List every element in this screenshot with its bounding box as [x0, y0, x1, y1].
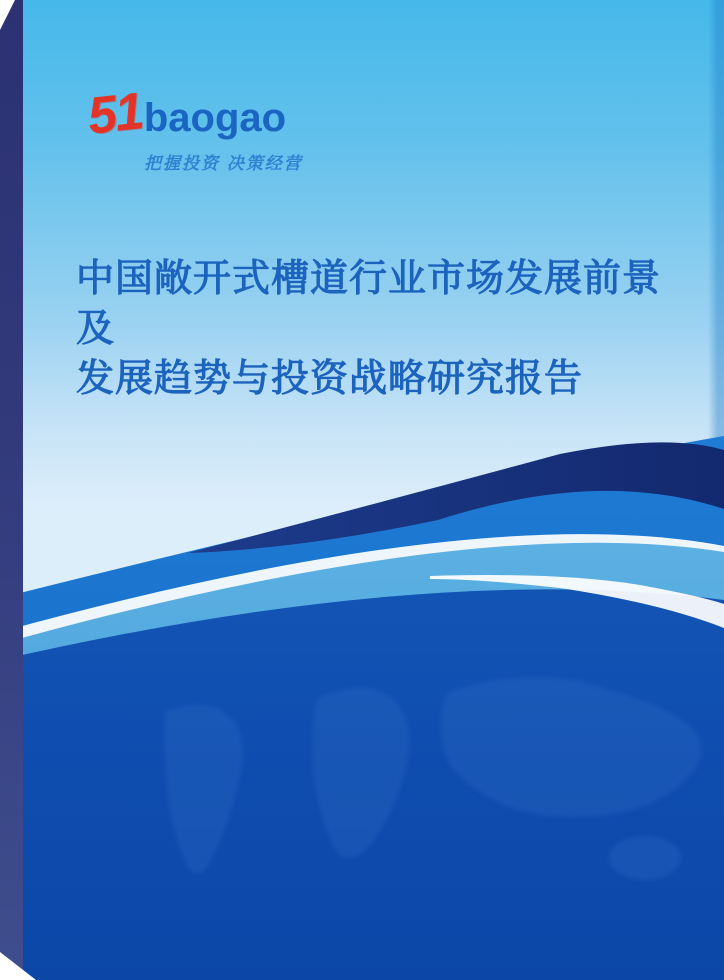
report-title: [76, 254, 686, 404]
brand-tagline: 把握投资 决策经营: [144, 154, 303, 173]
logo-prefix-51: 51: [85, 82, 145, 146]
brand-logo: [85, 82, 408, 174]
report-title-line1: 中国敞开式槽道行业市场发展前景及: [76, 258, 662, 350]
report-title-line2: 发展趋势与投资战略研究报告: [76, 358, 584, 400]
left-spine-bar: [0, 0, 23, 980]
logo-name-baogao: baogao: [143, 96, 287, 140]
